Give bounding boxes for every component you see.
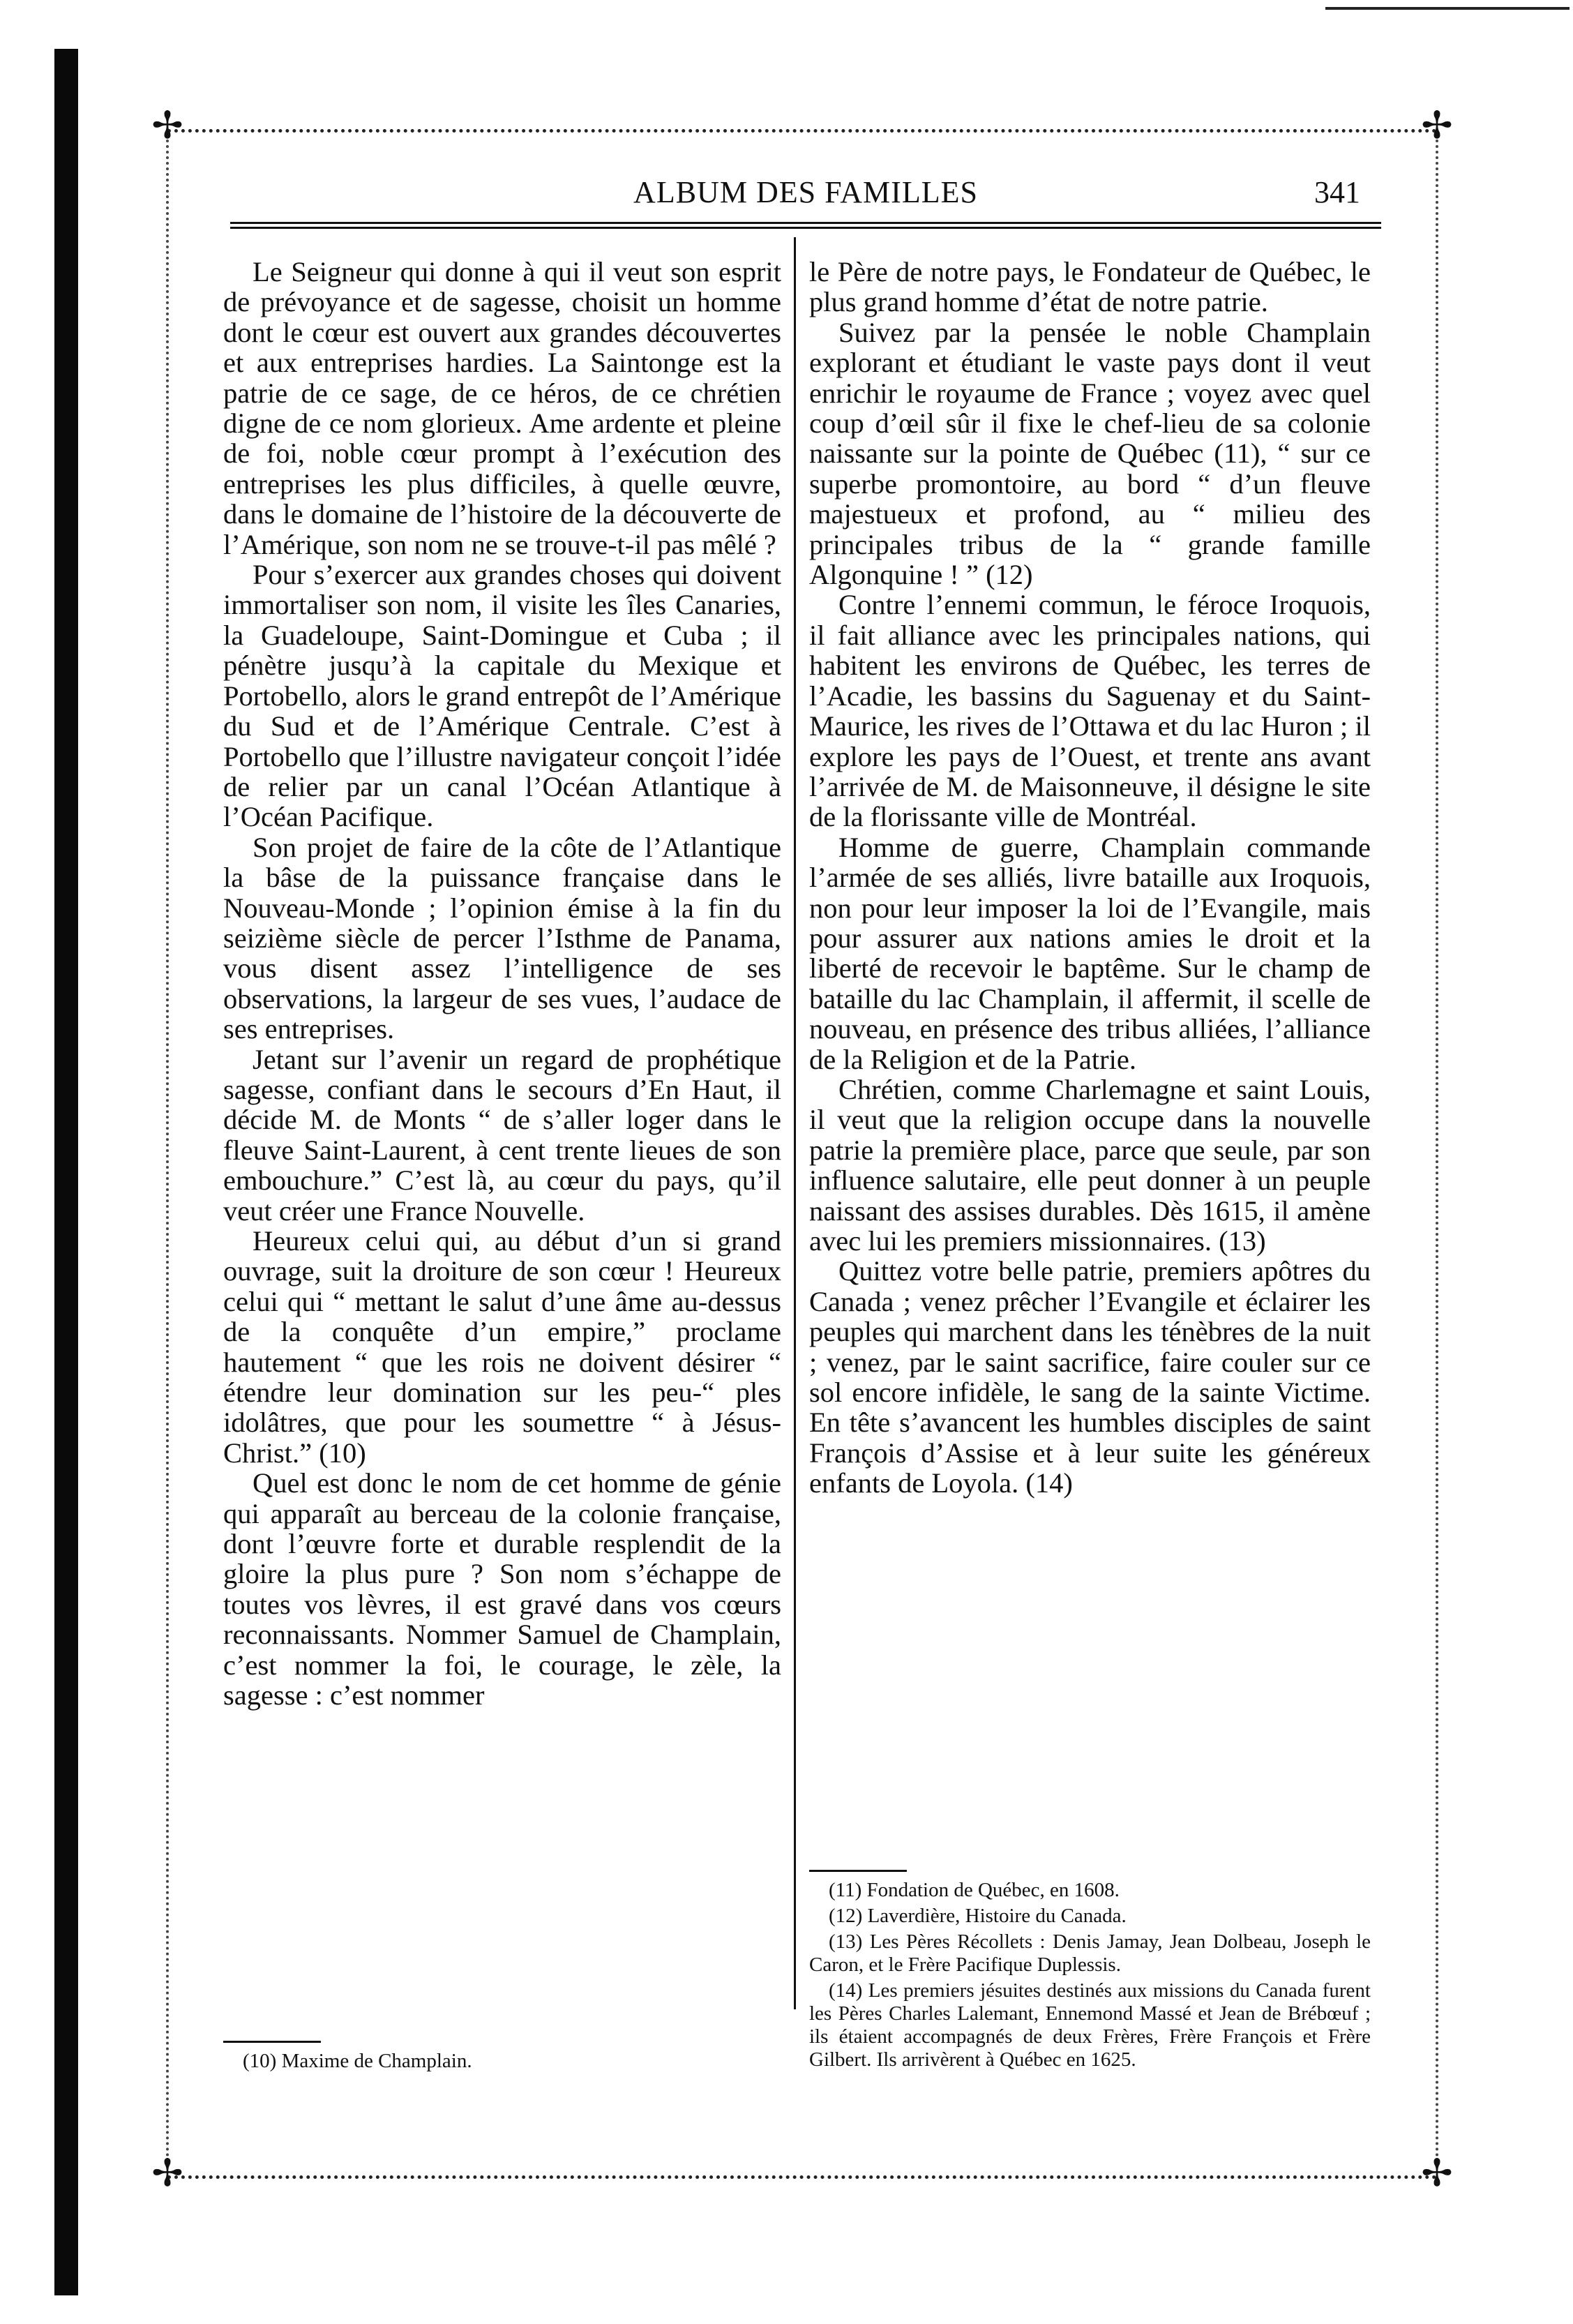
paragraph: Quittez votre belle patrie, premiers apôtres du Canada ; venez prêcher l’Evangile et éclairer les peuples qui marchent dans les ténèbres de la nuit ; venez, par le saint sacrifice, faire couler sur ce sol encore infidèle, le sang de la sainte Victime. En tête s’avancent les humbles disciples de saint François d’Assise et à leur suite les généreux enfants de Loyola. (14)	[809, 1255, 1371, 1499]
footnote: (14) Les premiers jésuites destinés aux missions du Canada furent les Pères Charles Lalemant, Ennemond Massé et Jean de Brébœuf ; ils étaient accompagnés de deux Frères, Frère François et Frère Gilbert. Ils arrivèrent à Québec en 1625.	[809, 1979, 1371, 2071]
footnote: (10) Maxime de Champlain.	[243, 2050, 472, 2072]
corner-cross-ornament-icon: ✢	[1421, 2152, 1453, 2194]
corner-cross-ornament-icon: ✢	[151, 2152, 183, 2194]
top-edge-rule	[1325, 7, 1570, 10]
binding-bar	[54, 49, 78, 2295]
paragraph: Suivez par la pensée le noble Champlain explorant et étudiant le vaste pays dont il veut enrichir le royaume de France ; voyez avec quel coup d’œil sûr il fixe le chef-lieu de sa colonie naissante sur la pointe de Québec (11), “ sur ce superbe promontoire, au bord “ d’un fleuve majestueux et profond, au “ milieu des principales tribus de la “ grande famille Algonquine ! ” (12)	[809, 316, 1371, 591]
column-divider	[794, 237, 796, 2009]
running-title: ALBUM DES FAMILLES	[633, 175, 978, 209]
right-footnotes	[809, 1856, 1371, 2074]
footnote-rule	[809, 1870, 907, 1872]
paragraph: Homme de guerre, Champlain commande l’armée de ses alliés, livre bataille aux Iroquois, non pour leur imposer la loi de l’Evangile, mais pour assurer aux nations amies le droit et la liberté de recevoir le baptême. Sur le champ de bataille du lac Champlain, il affermit, il scelle de nouveau, en présence des tribus alliées, l’alliance de la Religion et de la Patrie.	[809, 831, 1371, 1075]
corner-cross-ornament-icon: ✢	[151, 105, 183, 147]
paragraph: Son projet de faire de la côte de l’Atlantique la bâse de la puissance française dans le Nouveau-Monde ; l’opinion émise à la fin du seizième siècle de percer l’Isthme de Panama, vous disent assez l’intelligence de ses observations, la largeur de ses vues, l’audace de ses entreprises.	[223, 831, 781, 1045]
ornamental-frame-top	[167, 129, 1437, 140]
left-column	[223, 257, 781, 1711]
paragraph: Jetant sur l’avenir un regard de prophétique sagesse, confiant dans le secours d’En Haut, il décide M. de Monts “ de s’aller loger dans le fleuve Saint-Laurent, à cent trente lieues de son embouchure.” C’est là, au cœur du pays, qu’il veut créer une France Nouvelle.	[223, 1043, 781, 1227]
footnote: (11) Fondation de Québec, en 1608.	[829, 1879, 1120, 1901]
page-header	[230, 174, 1381, 216]
footnote-rule	[223, 2041, 321, 2043]
page-number: 341	[1314, 175, 1360, 209]
footnote: (13) Les Pères Récollets : Denis Jamay, Jean Dolbeau, Joseph le Caron, et le Frère Pacifique Duplessis.	[809, 1931, 1371, 1976]
corner-cross-ornament-icon: ✢	[1421, 105, 1453, 147]
paragraph: Le Seigneur qui donne à qui il veut son esprit de prévoyance et de sagesse, choisit un homme dont le cœur est ouvert aux grandes découvertes et aux entreprises hardies. La Saintonge est la patrie de ce sage, de ce héros, de ce chrétien digne de ce nom glorieux. Ame ardente et pleine de foi, noble cœur prompt à l’exécution des entreprises les plus difficiles, à quelle œuvre, dans le domaine de l’histoire de la découverte de l’Amérique, son nom ne se trouve-t-il pas mêlé ?	[223, 256, 781, 560]
ornamental-frame-left	[166, 140, 174, 2170]
paragraph: Contre l’ennemi commun, le féroce Iroquois, il fait alliance avec les principales nations, qui habitent les environs de Québec, les terres de l’Acadie, les bassins du Saguenay et du Saint-Maurice, les rives de l’Ottawa et du lac Huron ; il explore les pays de l’Ouest, et trente ans avant l’arrivée de M. de Maisonneuve, il désigne le site de la florissante ville de Montréal.	[809, 589, 1371, 833]
paragraph: Chrétien, comme Charlemagne et saint Louis, il veut que la religion occupe dans la nouvelle patrie la première place, parce que seule, par son influence salutaire, elle peut donner à un peuple naissant des assises durables. Dès 1615, il amène avec lui les premiers missionnaires. (13)	[809, 1073, 1371, 1257]
ornamental-frame-bottom	[167, 2175, 1437, 2186]
header-double-rule	[230, 222, 1381, 229]
ornamental-frame-right	[1436, 140, 1444, 2170]
paragraph: Heureux celui qui, au début d’un si grand ouvrage, suit la droiture de son cœur ! Heureux celui qui “ mettant le salut d’une âme au-dessus de la conquête d’un empire,” proclame hautement “ que les rois ne doivent désirer “ étendre leur domination sur les peu-“ ples idolâtres, que pour les soumettre “ à Jésus-Christ.” (10)	[223, 1225, 781, 1469]
paragraph: Quel est donc le nom de cet homme de génie qui apparaît au berceau de la colonie française, dont l’œuvre forte et durable resplendit de la gloire la plus pure ? Son nom s’échappe de toutes vos lèvres, il est gravé dans vos cœurs reconnaissants. Nommer Samuel de Champlain, c’est nommer la foi, le courage, le zèle, la sagesse : c’est nommer	[223, 1467, 781, 1711]
footnote: (12) Laverdière, Histoire du Canada.	[829, 1905, 1127, 1927]
paragraph: Pour s’exercer aux grandes choses qui doivent immortaliser son nom, il visite les îles Canaries, la Guadeloupe, Saint-Domingue et Cuba ; il pénètre jusqu’à la capitale du Mexique et Portobello, alors le grand entrepôt de l’Amérique du Sud et de l’Amérique Centrale. C’est à Portobello que l’illustre navigateur conçoit l’idée de relier par un canal l’Océan Atlantique à l’Océan Pacifique.	[223, 559, 781, 833]
left-footnotes	[223, 2027, 781, 2076]
right-column	[809, 257, 1371, 1499]
paragraph-continuation: le Père de notre pays, le Fondateur de Québec, le plus grand homme d’état de notre patrie.	[809, 256, 1371, 318]
